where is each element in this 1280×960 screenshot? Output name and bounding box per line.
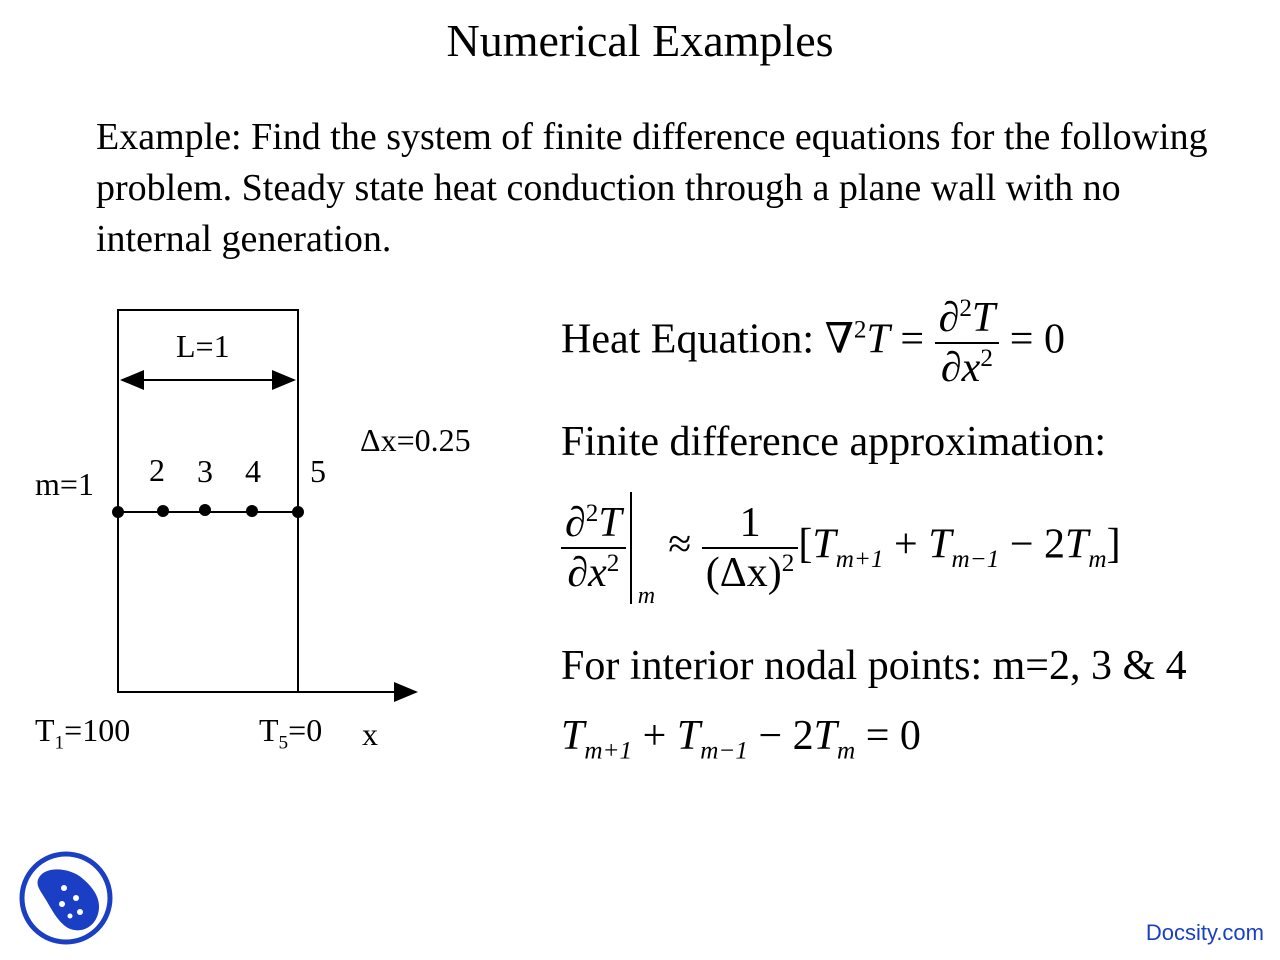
right-boundary-condition: $T_5=0$	[259, 712, 323, 754]
finite-difference-formula: $\frac{\partial^2T}{\partial x^2}$ m ≈ $\frac{1}{(\Delta x)^2}$ $[T_{m+1} + T_{m-1} - 2T_m]$	[561, 492, 1121, 604]
length-label: L=1	[176, 328, 230, 364]
node-label-4: 4	[245, 453, 261, 489]
interior-equation: $T_{m+1} + T_{m-1} - 2T_m = 0$	[561, 713, 921, 765]
node-2	[157, 505, 169, 517]
node-label-1: m=1	[35, 466, 94, 502]
heat-equation: Heat Equation: ∇$^2$T = $\frac{\partial^2T}{\partial x^2}$ = 0	[561, 295, 1065, 391]
finite-difference-label: Finite difference approximation:	[561, 419, 1107, 465]
node-5	[292, 506, 304, 518]
interior-nodes-label: For interior nodal points: m=2, 3 & 4	[561, 643, 1187, 689]
left-boundary-condition: $T_1=100$	[35, 712, 131, 754]
dx-label: Δx=0.25	[360, 422, 471, 458]
wall-diagram	[0, 300, 540, 720]
university-logo	[18, 850, 116, 948]
problem-statement: Example: Find the system of finite difference equations for the following problem. Steady state heat conduction through a plane wall with no internal generation.	[96, 116, 1208, 260]
node-label-5: 5	[310, 453, 326, 489]
node-1	[112, 506, 124, 518]
node-4	[246, 505, 258, 517]
slide-title: Numerical Examples	[446, 15, 834, 66]
docsity-watermark[interactable]: Docsity.com	[1145, 920, 1264, 945]
node-label-3: 3	[197, 453, 213, 489]
node-3	[199, 504, 211, 516]
wall-rectangle	[118, 310, 298, 692]
x-axis-label: x	[362, 716, 378, 752]
node-label-2: 2	[149, 452, 165, 488]
